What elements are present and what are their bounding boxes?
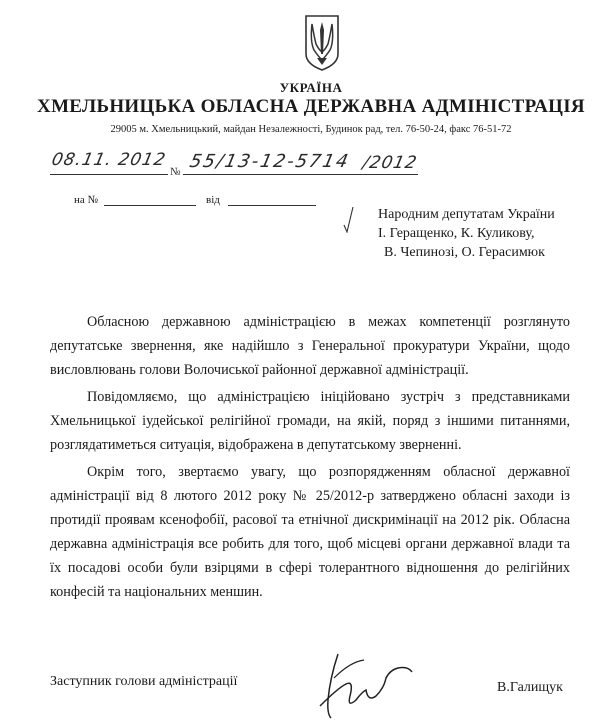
organization-name: ХМЕЛЬНИЦЬКА ОБЛАСНА ДЕРЖАВНА АДМІНІСТРАЦІЯ — [37, 96, 585, 117]
body-paragraph-3: Окрім того, звертаємо увагу, що розпорядженням обласної державної адміністрації від 8 лютого 2012 року № 25/2012-р затверджено обласні заходи із протидії проявам ксенофобії, расової та етнічної дискримінації на 2012 рік. Обласна державна адміністрація все робить для того, щоб місцеві органи державної влади та їх посадові особи були взірцями в сфері толерантного відношення до релігійних конфесій та національних меншин. — [50, 464, 570, 600]
checkmark-icon — [342, 205, 354, 233]
registration-number: 55/13-12-5714 — [187, 151, 352, 172]
organization-address: 29005 м. Хмельницький, майдан Незалежності, Будинок рад, тел. 76-50-24, факс 76-51-72 — [110, 124, 512, 135]
handwritten-signature — [300, 648, 420, 720]
date-underline — [50, 174, 168, 175]
country-name: УКРАЇНА — [279, 80, 343, 95]
signatory-name: В.Галищук — [497, 680, 563, 695]
from-line — [228, 205, 316, 206]
addressee-line-3: В. Чепинозі, О. Герасимюк — [384, 245, 545, 260]
registration-year: /2012 — [360, 153, 420, 173]
addressee-line-2: І. Геращенко, К. Куликову, — [378, 226, 535, 241]
body-paragraph-2: Повідомляємо, що адміністрацією ініційовано зустріч з представниками Хмельницької іудейської релігійної громади, на якій, поряд з іншими питаннями, розглядатиметься ситуація, відображена в депутатському зверненні. — [50, 389, 570, 453]
signatory-title: Заступник голови адміністрації — [50, 674, 238, 689]
from-label: від — [206, 194, 220, 206]
registration-date: 08.11. 2012 — [49, 150, 168, 170]
addressee-line-1: Народним депутатам України — [378, 207, 555, 222]
number-underline — [183, 174, 418, 175]
registration-number-sign: № — [170, 166, 181, 178]
body-paragraph-1: Обласною державною адміністрацією в межах компетенції розглянуто депутатське звернення, яке надійшло з Генеральної прокуратури України, щодо висловлювань голови Волочиської районної державної адміністрації. — [50, 314, 570, 378]
on-no-line — [104, 205, 196, 206]
trident-icon — [302, 14, 342, 72]
on-no-label: на № — [74, 194, 99, 206]
